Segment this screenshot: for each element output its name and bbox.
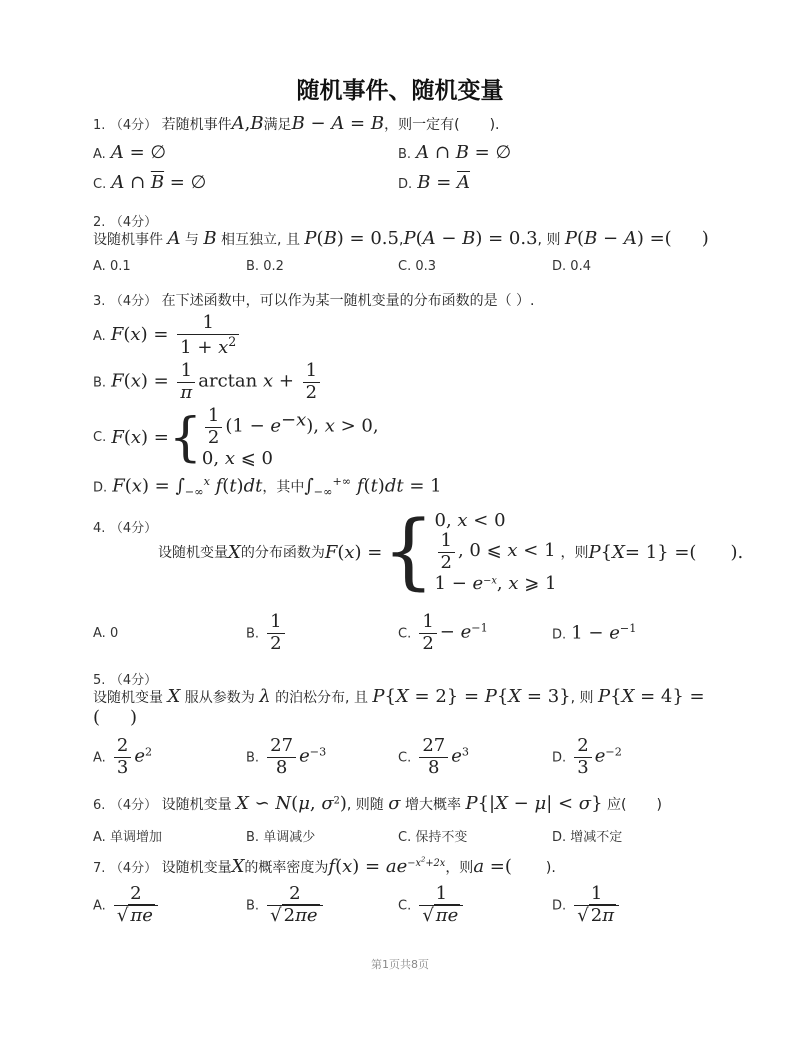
question-1-option-d[interactable]: D. $B = \overline{A}$: [398, 172, 471, 193]
question-3-option-b[interactable]: B. F(x) = $\frac{1}{\pi}$ arctan x + $\frac{1}{2}$: [93, 361, 323, 403]
question-2-option-b[interactable]: B. 0.2: [246, 259, 284, 274]
question-4-option-d[interactable]: D. $1 - e^{-1}$: [552, 622, 637, 644]
question-6-option-a[interactable]: A. 单调增加: [93, 830, 162, 845]
question-4-option-b[interactable]: B. $\frac{1}{2}$: [246, 612, 288, 654]
question-5-option-d[interactable]: D. $\frac{2}{3}$ $e^{-2}$: [552, 735, 622, 778]
question-7-option-a[interactable]: A. $\frac{2}{√ \pi e}$: [93, 884, 161, 926]
question-7-stem: 7. （4分） 设随机变量X的概率密度为$f(x) = ae^{-x^2+2x}$，则a =( ).: [93, 856, 556, 877]
question-6-option-d[interactable]: D. 增减不定: [552, 830, 623, 845]
question-3-option-a[interactable]: A. F(x) = $\frac{1}{1 + x^2}$: [93, 313, 242, 358]
question-5-stem: 设随机变量 X 服从参数为 λ 的泊松分布, 且 P{X = 2} = P{X = 3}, 则 P{X = 4} =: [93, 686, 705, 707]
question-3-stem: 3. （4分） 在下述函数中，可以作为某一随机变量的分布函数的是（ ）.: [93, 293, 535, 309]
question-2-stem: 设随机事件 A 与 B 相互独立, 且 P(B) = 0.5,P(A − B) = 0.3, 则 P(B − A) =( ): [93, 228, 709, 249]
question-7-option-b[interactable]: B. $\frac{2}{√ 2\pi e}$: [246, 884, 326, 926]
question-5-blank: ( ): [93, 707, 138, 728]
question-5-option-a[interactable]: A. $\frac{2}{3}$ $e^2$: [93, 735, 153, 778]
question-5-option-c[interactable]: C. $\frac{27}{8}$ $e^3$: [398, 735, 469, 778]
question-1-stem: 1. （4分） 若随机事件A,B满足B − A = B，则一定有( ).: [93, 113, 500, 134]
question-3-option-d[interactable]: D. $F(x) = \int_{-\infty}^x$ f(t)dt，其中$\int_{-\infty}^{+\infty}$ f(t)dt = 1: [93, 475, 442, 499]
question-1-option-b[interactable]: B. A ∩ B = ∅: [398, 142, 512, 163]
question-4-header: 4. （4分）: [93, 521, 158, 536]
question-6-option-b[interactable]: B. 单调减少: [246, 830, 316, 845]
question-5-header: 5. （4分）: [93, 673, 158, 688]
question-5-option-b[interactable]: B. $\frac{27}{8}$ $e^{-3}$: [246, 735, 327, 778]
question-score: （4分）: [109, 118, 158, 133]
question-7-option-c[interactable]: C. $\frac{1}{√ \pi e}$: [398, 884, 466, 926]
question-6-stem: 6. （4分） 设随机变量 X ∽ N(μ, $\sigma^2$), 则随 σ 增大概率 P{|X − μ| < σ} 应( ): [93, 793, 662, 814]
question-3-option-c[interactable]: C. F ( x ) = { $\frac{1}{2}$ $(1 - e^{-x})$, x > 0, 0, x ⩽ 0: [93, 405, 379, 470]
question-4-option-a[interactable]: A. 0: [93, 626, 119, 641]
question-1-option-c[interactable]: C. A ∩ $\overline{B}$ = ∅: [93, 172, 207, 193]
question-6-option-c[interactable]: C. 保持不变: [398, 830, 468, 845]
question-4-option-c[interactable]: C. $\frac{1}{2}$ − $e^{-1}$: [398, 611, 488, 654]
page-footer: 第1页共8页: [371, 958, 429, 971]
question-4-stem: 设随机变量 X 的分布函数为 F ( x ) = { 0, x < 0 $\frac{1}{2}$ , 0 ⩽ x < 1 $1 - e^{-x}$, x ⩾ 1 ，则 P { X = 1} =( ).: [158, 504, 744, 600]
question-number: 1.: [93, 118, 106, 133]
question-1-option-a[interactable]: A. A = ∅: [93, 142, 167, 163]
question-2-option-d[interactable]: D. 0.4: [552, 259, 591, 274]
question-2-header: 2. （4分）: [93, 215, 158, 230]
page-title: 随机事件、随机变量: [296, 78, 504, 104]
question-2-option-a[interactable]: A. 0.1: [93, 259, 131, 274]
question-7-option-d[interactable]: D. $\frac{1}{√ 2\pi}$: [552, 884, 622, 926]
question-2-option-c[interactable]: C. 0.3: [398, 259, 437, 274]
